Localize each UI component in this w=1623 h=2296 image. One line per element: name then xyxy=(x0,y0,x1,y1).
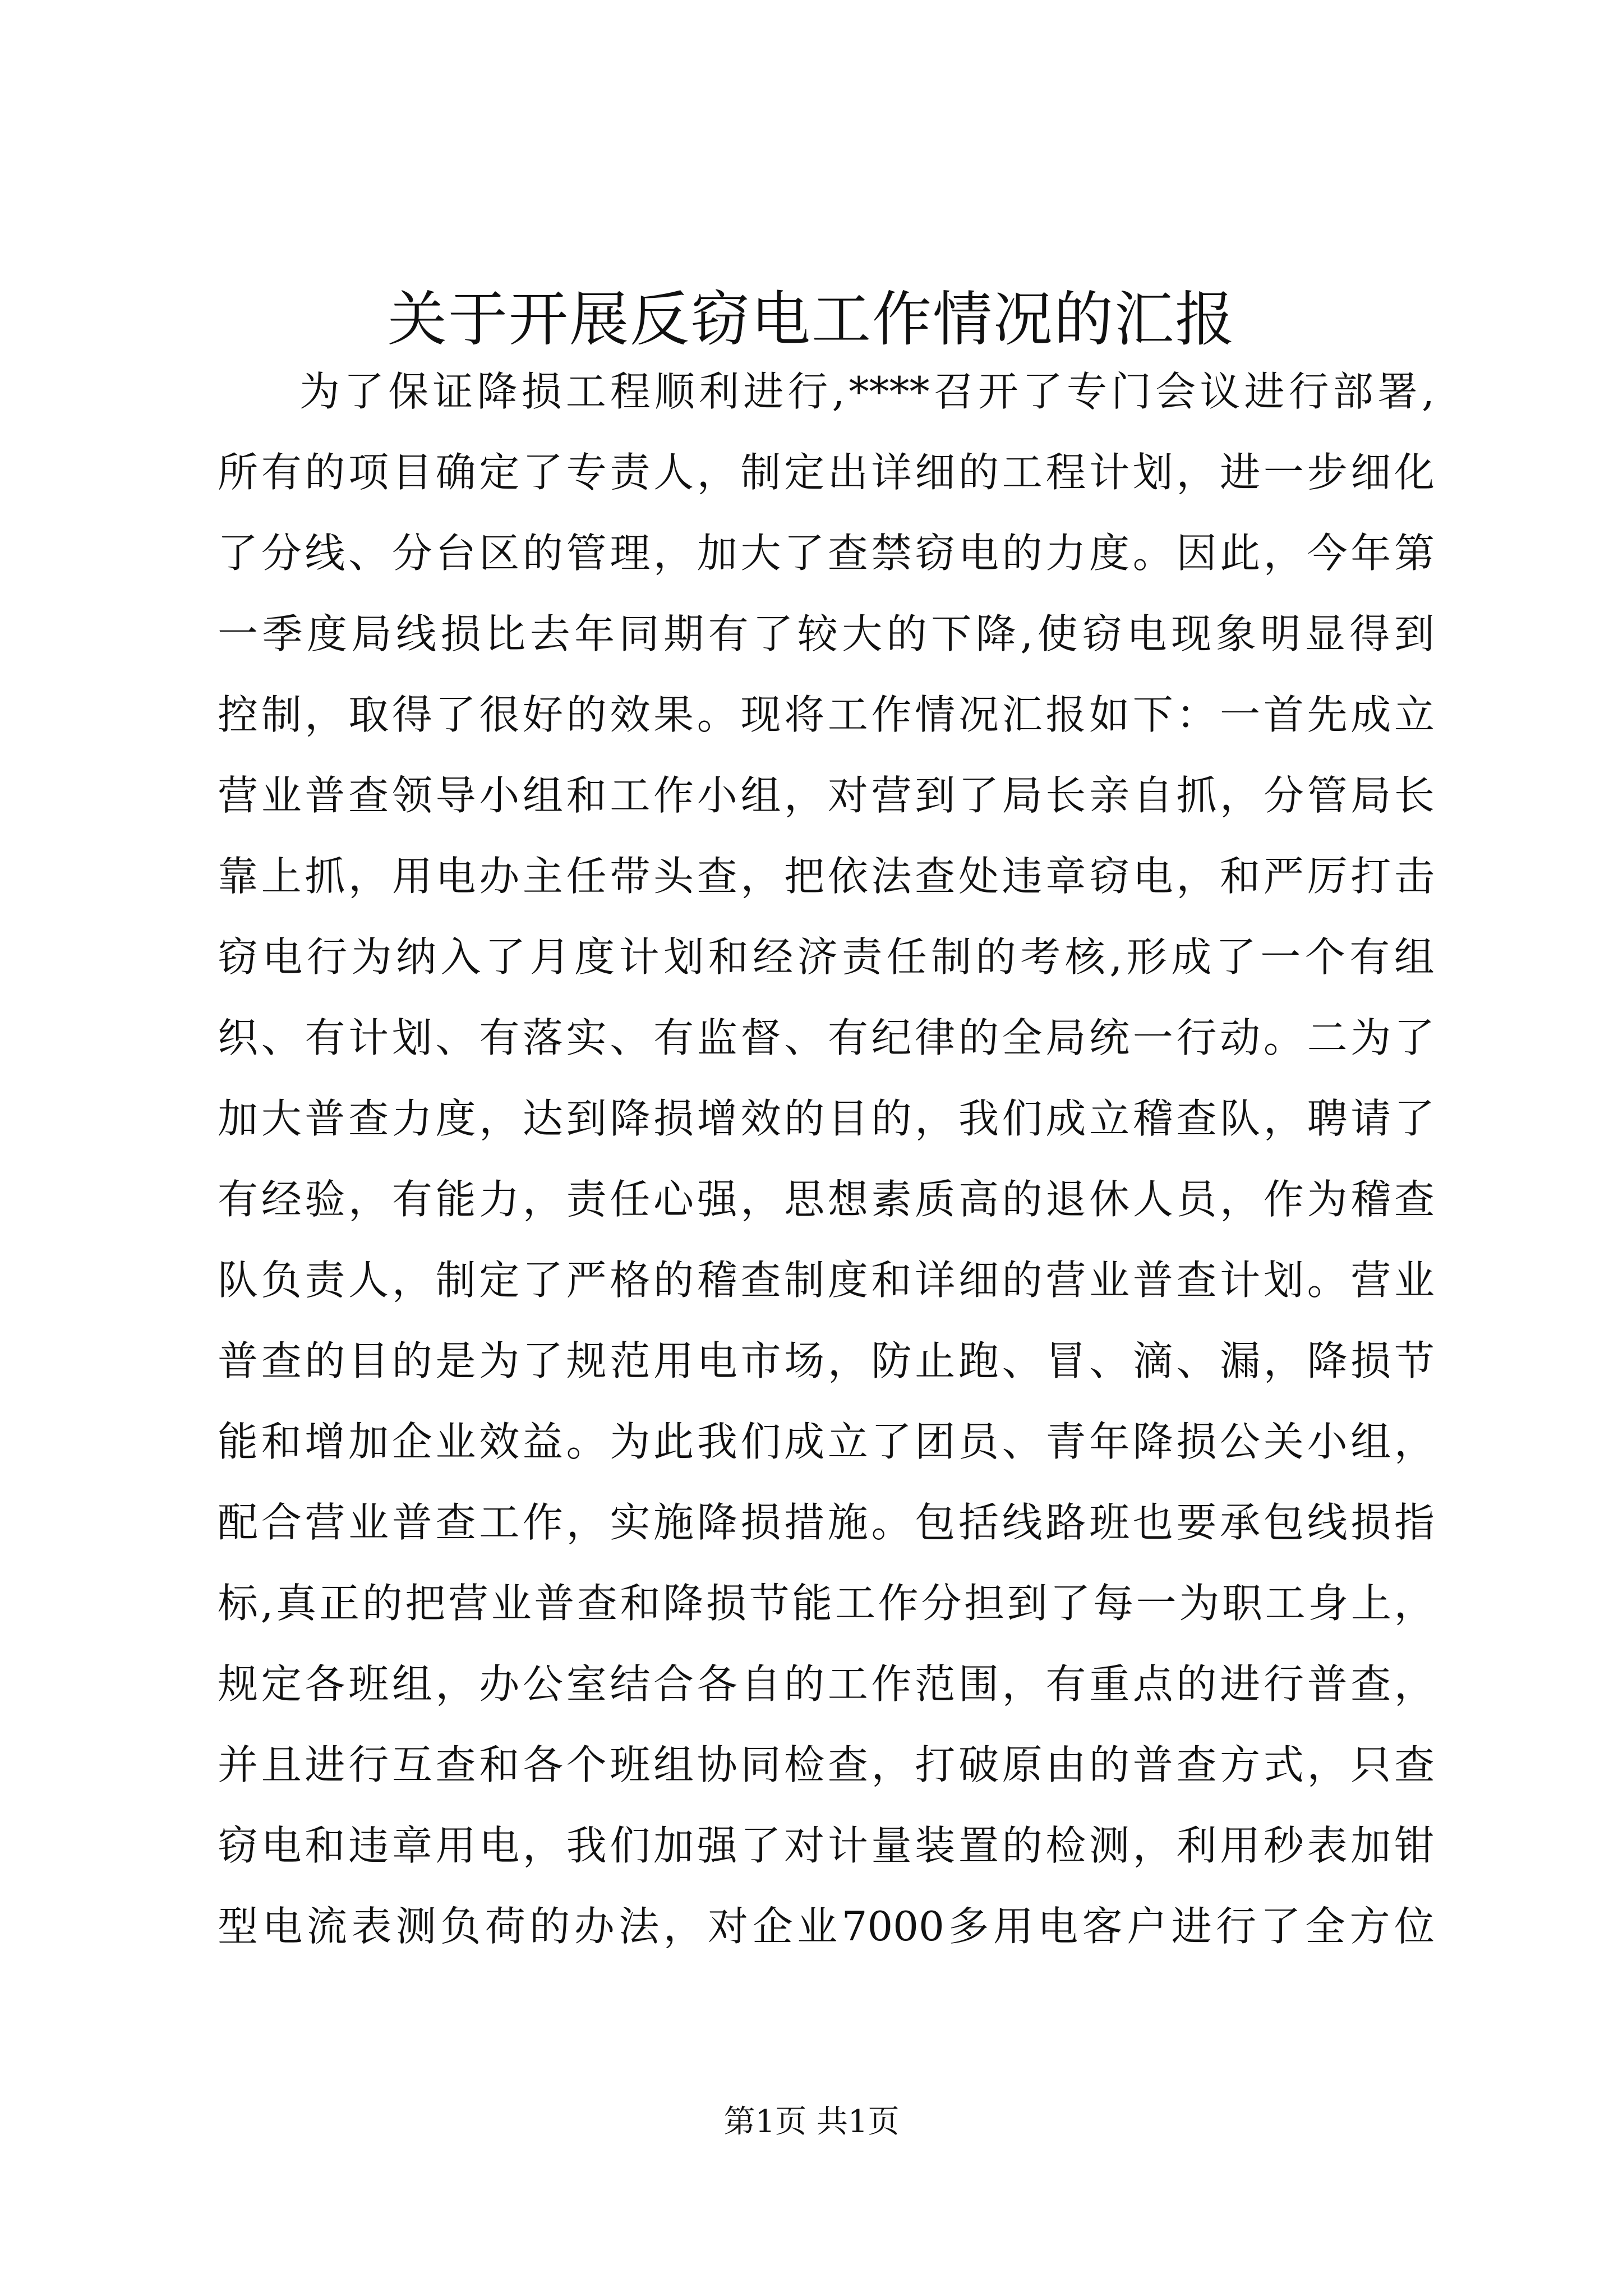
paragraph-line: 营 业 普 查 领 导 小 组 和 工 作 小 组 ， 对 营 到 了 局 长 亲 自 抓 ， 分 管 局 长 xyxy=(218,772,1435,819)
paragraph-line: 窃 电 行 为 纳 入 了 月 度 计 划 和 经 济 责 任 制 的 考 核 , 形 成 了 一 个 有 组 xyxy=(218,933,1435,981)
paragraph-line: 普 查 的 目 的 是 为 了 规 范 用 电 市 场 ， 防 止 跑 、 冒 、 滴 、 漏 ， 降 损 节 xyxy=(218,1337,1435,1384)
paragraph-line: 有 经 验 ， 有 能 力 ， 责 任 心 强 ， 思 想 素 质 高 的 退 休 人 员 ， 作 为 稽 查 xyxy=(218,1176,1435,1223)
paragraph-line: 靠 上 抓 ， 用 电 办 主 任 带 头 查 ， 把 依 法 查 处 违 章 窃 电 ， 和 严 厉 打 击 xyxy=(218,853,1435,900)
paragraph-line: 规 定 各 班 组 ， 办 公 室 结 合 各 自 的 工 作 范 围 ， 有 重 点 的 进 行 普 查 ， xyxy=(218,1660,1435,1708)
paragraph-line: 了 分 线 、 分 台 区 的 管 理 ， 加 大 了 查 禁 窃 电 的 力 度 。 因 此 ， 今 年 第 xyxy=(218,530,1435,577)
paragraph-line: 为 了 保 证 降 损 工 程 顺 利 进 行 , **** 召 开 了 专 门 会 议 进 行 部 署 , xyxy=(299,368,1435,415)
paragraph-line: 标 , 真 正 的 把 营 业 普 查 和 降 损 节 能 工 作 分 担 到 了 每 一 为 职 工 身 上 ， xyxy=(218,1580,1435,1627)
paragraph-line: 加 大 普 查 力 度 ， 达 到 降 损 增 效 的 目 的 ， 我 们 成 立 稽 查 队 ， 聘 请 了 xyxy=(218,1095,1435,1142)
paragraph-line: 窃 电 和 违 章 用 电 ， 我 们 加 强 了 对 计 量 装 置 的 检 测 ， 利 用 秒 表 加 钳 xyxy=(218,1822,1435,1869)
page-footer: 第1页 共1页 xyxy=(723,2104,900,2140)
paragraph-line: 一 季 度 局 线 损 比 去 年 同 期 有 了 较 大 的 下 降 , 使 窃 电 现 象 明 显 得 到 xyxy=(218,610,1435,657)
paragraph-line: 织 、 有 计 划 、 有 落 实 、 有 监 督 、 有 纪 律 的 全 局 统 一 行 动 。 二 为 了 xyxy=(218,1014,1435,1061)
paragraph-line: 配 合 营 业 普 查 工 作 ， 实 施 降 损 措 施 。 包 括 线 路 班 也 要 承 包 线 损 指 xyxy=(218,1499,1435,1546)
paragraph-line: 所 有 的 项 目 确 定 了 专 责 人 ， 制 定 出 详 细 的 工 程 计 划 ， 进 一 步 细 化 xyxy=(218,449,1435,496)
document-title: 关于开展反窃电工作情况的汇报 xyxy=(388,285,1235,354)
paragraph-line: 队 负 责 人 ， 制 定 了 严 格 的 稽 查 制 度 和 详 细 的 营 业 普 查 计 划 。 营 业 xyxy=(218,1257,1435,1304)
paragraph-line: 并 且 进 行 互 查 和 各 个 班 组 协 同 检 查 ， 打 破 原 由 的 普 查 方 式 ， 只 查 xyxy=(218,1741,1435,1788)
paragraph-line: 型 电 流 表 测 负 荷 的 办 法 ， 对 企 业 7000 多 用 电 客 户 进 行 了 全 方 位 xyxy=(218,1903,1435,1950)
document-body xyxy=(218,351,1435,1967)
paragraph-line: 能 和 增 加 企 业 效 益 。 为 此 我 们 成 立 了 团 员 、 青 年 降 损 公 关 小 组 ， xyxy=(218,1418,1435,1465)
paragraph-line: 控 制 ， 取 得 了 很 好 的 效 果 。 现 将 工 作 情 况 汇 报 如 下 ： 一 首 先 成 立 xyxy=(218,691,1435,738)
